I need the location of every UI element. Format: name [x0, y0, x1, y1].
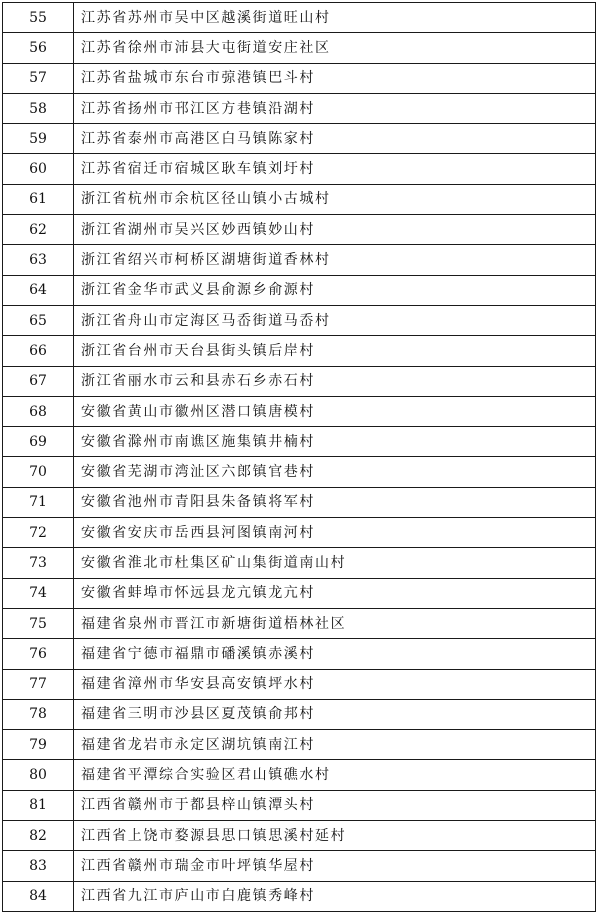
village-name-cell: 福建省龙岩市永定区湖坑镇南江村	[74, 730, 596, 760]
table-row	[3, 760, 596, 790]
row-number-cell: 70	[3, 457, 74, 487]
table-row	[3, 396, 596, 426]
table-row	[3, 33, 596, 63]
row-number-cell: 59	[3, 124, 74, 154]
village-name-cell: 浙江省台州市天台县街头镇后岸村	[74, 336, 596, 366]
table-row	[3, 608, 596, 638]
table-row	[3, 548, 596, 578]
row-number-cell: 75	[3, 608, 74, 638]
table-row	[3, 215, 596, 245]
row-number-cell: 78	[3, 699, 74, 729]
row-number-cell: 65	[3, 305, 74, 335]
table-row	[3, 63, 596, 93]
village-name-cell: 安徽省蚌埠市怀远县龙亢镇龙亢村	[74, 578, 596, 608]
row-number-cell: 80	[3, 760, 74, 790]
village-name-cell: 安徽省芜湖市湾沚区六郎镇官巷村	[74, 457, 596, 487]
row-number-cell: 76	[3, 639, 74, 669]
village-name-cell: 浙江省绍兴市柯桥区湖塘街道香林村	[74, 245, 596, 275]
row-number-cell: 68	[3, 396, 74, 426]
village-name-cell: 安徽省淮北市杜集区矿山集街道南山村	[74, 548, 596, 578]
village-name-cell: 安徽省安庆市岳西县河图镇南河村	[74, 518, 596, 548]
table-row	[3, 93, 596, 123]
table-row	[3, 336, 596, 366]
table-row	[3, 245, 596, 275]
row-number-cell: 64	[3, 275, 74, 305]
village-name-cell: 江苏省扬州市邗江区方巷镇沿湖村	[74, 93, 596, 123]
table-row	[3, 305, 596, 335]
village-name-cell: 江西省赣州市瑞金市叶坪镇华屋村	[74, 851, 596, 881]
table-body	[3, 3, 596, 912]
table-row	[3, 851, 596, 881]
row-number-cell: 67	[3, 366, 74, 396]
table-row	[3, 578, 596, 608]
row-number-cell: 83	[3, 851, 74, 881]
table-row	[3, 154, 596, 184]
village-list-table	[2, 2, 596, 912]
table-row	[3, 669, 596, 699]
table-row	[3, 821, 596, 851]
village-name-cell: 江苏省徐州市沛县大屯街道安庄社区	[74, 33, 596, 63]
village-name-cell: 安徽省黄山市徽州区潜口镇唐模村	[74, 396, 596, 426]
village-name-cell: 福建省漳州市华安县高安镇坪水村	[74, 669, 596, 699]
row-number-cell: 62	[3, 215, 74, 245]
row-number-cell: 57	[3, 63, 74, 93]
row-number-cell: 73	[3, 548, 74, 578]
village-name-cell: 江苏省苏州市吴中区越溪街道旺山村	[74, 3, 596, 33]
row-number-cell: 82	[3, 821, 74, 851]
table-row	[3, 427, 596, 457]
table-row	[3, 881, 596, 911]
row-number-cell: 69	[3, 427, 74, 457]
row-number-cell: 74	[3, 578, 74, 608]
row-number-cell: 81	[3, 790, 74, 820]
village-name-cell: 安徽省池州市青阳县朱备镇将军村	[74, 487, 596, 517]
table-row	[3, 730, 596, 760]
row-number-cell: 56	[3, 33, 74, 63]
village-name-cell: 江西省赣州市于都县梓山镇潭头村	[74, 790, 596, 820]
table-row	[3, 699, 596, 729]
table-row	[3, 275, 596, 305]
village-name-cell: 福建省三明市沙县区夏茂镇俞邦村	[74, 699, 596, 729]
table-row	[3, 639, 596, 669]
row-number-cell: 63	[3, 245, 74, 275]
row-number-cell: 77	[3, 669, 74, 699]
village-name-cell: 江西省九江市庐山市白鹿镇秀峰村	[74, 881, 596, 911]
village-name-cell: 江苏省盐城市东台市弶港镇巴斗村	[74, 63, 596, 93]
village-name-cell: 江苏省宿迁市宿城区耿车镇刘圩村	[74, 154, 596, 184]
table-row	[3, 366, 596, 396]
row-number-cell: 79	[3, 730, 74, 760]
row-number-cell: 60	[3, 154, 74, 184]
row-number-cell: 84	[3, 881, 74, 911]
row-number-cell: 55	[3, 3, 74, 33]
row-number-cell: 66	[3, 336, 74, 366]
village-name-cell: 浙江省舟山市定海区马岙街道马岙村	[74, 305, 596, 335]
village-name-cell: 浙江省丽水市云和县赤石乡赤石村	[74, 366, 596, 396]
table-row	[3, 3, 596, 33]
village-name-cell: 江苏省泰州市高港区白马镇陈家村	[74, 124, 596, 154]
village-name-cell: 江西省上饶市婺源县思口镇思溪村延村	[74, 821, 596, 851]
row-number-cell: 58	[3, 93, 74, 123]
village-name-cell: 安徽省滁州市南谯区施集镇井楠村	[74, 427, 596, 457]
village-name-cell: 浙江省金华市武义县俞源乡俞源村	[74, 275, 596, 305]
row-number-cell: 61	[3, 184, 74, 214]
row-number-cell: 72	[3, 518, 74, 548]
village-name-cell: 浙江省杭州市余杭区径山镇小古城村	[74, 184, 596, 214]
table-row	[3, 487, 596, 517]
table-row	[3, 457, 596, 487]
village-name-cell: 福建省平潭综合实验区君山镇礁水村	[74, 760, 596, 790]
row-number-cell: 71	[3, 487, 74, 517]
table-row	[3, 790, 596, 820]
table-row	[3, 184, 596, 214]
table-row	[3, 518, 596, 548]
village-name-cell: 福建省泉州市晋江市新塘街道梧林社区	[74, 608, 596, 638]
village-name-cell: 浙江省湖州市吴兴区妙西镇妙山村	[74, 215, 596, 245]
table-row	[3, 124, 596, 154]
village-name-cell: 福建省宁德市福鼎市磻溪镇赤溪村	[74, 639, 596, 669]
